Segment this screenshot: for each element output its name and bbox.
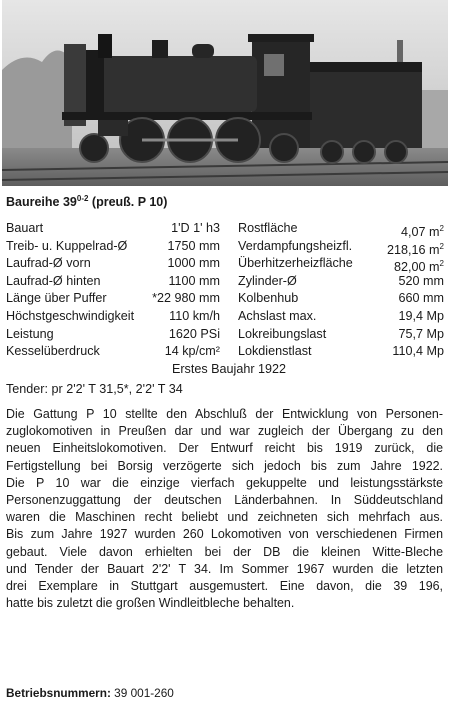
locomotive-photo (2, 0, 448, 186)
spec-row (6, 290, 446, 308)
spec-label: Kolbenhub (238, 291, 299, 306)
spec-value: 75,7 Mp (398, 326, 444, 341)
spec-row (6, 255, 446, 273)
operating-numbers (6, 686, 446, 700)
description-line: drei Exemplare in Stuttgart ausgemustert. Eine davon, die 39 196, (6, 579, 443, 594)
spec-value-number: 218,16 m (387, 242, 440, 257)
operating-numbers-label: Betriebsnummern: (6, 686, 111, 700)
spec-unit-superscript: 2 (439, 224, 444, 233)
spec-value: 1750 mm (167, 238, 220, 253)
locomotive-illustration (2, 0, 448, 186)
description-line: Personenzuggattung der deutschen Länderbahnen. In Süddeutschland (6, 493, 443, 508)
spec-label: Überhitzerheizfläche (238, 256, 353, 271)
spec-label: Laufrad-Ø hinten (6, 273, 101, 288)
description-line: neuen Einheitslokomotiven. Der Entwurf reicht bis 1919 zurück, die (6, 441, 443, 456)
spec-label: Rostfläche (238, 221, 298, 235)
spec-value: 110,4 Mp (392, 344, 444, 359)
spec-value: 1100 mm (168, 273, 220, 288)
spec-row (6, 220, 446, 238)
spec-value: 1000 mm (167, 256, 220, 271)
specifications-table (6, 220, 446, 361)
spec-row (6, 326, 446, 344)
title-main: Baureihe 39 (6, 195, 77, 210)
spec-label: Lokdienstlast (238, 344, 312, 359)
spec-value-number: 82,00 m (394, 260, 440, 275)
spec-label: Verdampfungsheizfl. (238, 238, 353, 253)
spec-value: 520 mm (398, 273, 444, 288)
title-superscript: 0-2 (76, 194, 89, 203)
description-line: zuglokomotiven in Preußen dar und war zugleich der Übergang zu den (6, 424, 443, 439)
spec-label: Bauart (6, 221, 44, 235)
spec-label: Leistung (6, 326, 54, 341)
history-description (6, 406, 443, 612)
spec-row (6, 308, 446, 326)
locomotive-class-title (6, 194, 446, 209)
spec-label: Höchstgeschwindigkeit (6, 308, 135, 323)
spec-label: Zylinder-Ø (238, 273, 297, 288)
description-line: Die P 10 war die einzige vierfach gekuppelte und leistungsstärkste (6, 475, 443, 490)
title-suffix: (preuß. P 10) (91, 195, 168, 210)
description-line: Die Gattung P 10 stellte den Abschluß der Entwicklung von Personen- (6, 407, 443, 421)
first-build-year: Erstes Baujahr 1922 (171, 362, 287, 376)
spec-label: Treib- u. Kuppelrad-Ø (6, 238, 128, 253)
spec-value-number: 4,07 m (401, 225, 440, 240)
spec-unit-superscript: 2 (439, 259, 444, 269)
spec-row (6, 343, 446, 361)
spec-value: 1620 PSi (168, 326, 220, 341)
operating-numbers-value: 39 001-260 (114, 686, 174, 700)
spec-label: Achslast max. (238, 308, 317, 323)
spec-value: 19,4 Mp (398, 308, 444, 323)
spec-value: *22 980 mm (152, 291, 220, 306)
spec-row (6, 238, 446, 256)
spec-label: Länge über Puffer (6, 291, 107, 306)
description-line: hatte bis zuletzt die großen Windleitbleche behalten. (6, 596, 295, 611)
spec-row (6, 273, 446, 291)
spec-unit-superscript: 2 (439, 241, 444, 251)
spec-label: Lokreibungslast (238, 326, 327, 341)
spec-value: 660 mm (398, 291, 444, 306)
description-line: Fertigstellung bei Borsig verzögerte sich jedoch bis zum Jahre 1922. (6, 458, 443, 473)
spec-label: Laufrad-Ø vorn (6, 256, 91, 271)
description-line: gebaut. Viele davon erhielten bei der DB die kleinen Witte-Bleche (6, 544, 443, 559)
spec-value: 14 kp/cm² (164, 344, 220, 359)
spec-value: 110 km/h (169, 308, 220, 323)
spec-value: 1'D 1' h3 (171, 221, 220, 235)
description-line: und Tender der Bauart 2'2' T 34. Im Sommer 1967 wurden die letzten (6, 561, 443, 576)
description-line: Bis zum Jahre 1927 wurden 260 Lokomotiven von verschiedenen Firmen (6, 527, 443, 542)
spec-label: Kesselüberdruck (6, 344, 100, 359)
tender-types: Tender: pr 2'2' T 31,5*, 2'2' T 34 (6, 382, 183, 396)
description-line: waren die Maschinen recht beliebt und zeichneten sich mehrfach aus. (6, 510, 443, 525)
